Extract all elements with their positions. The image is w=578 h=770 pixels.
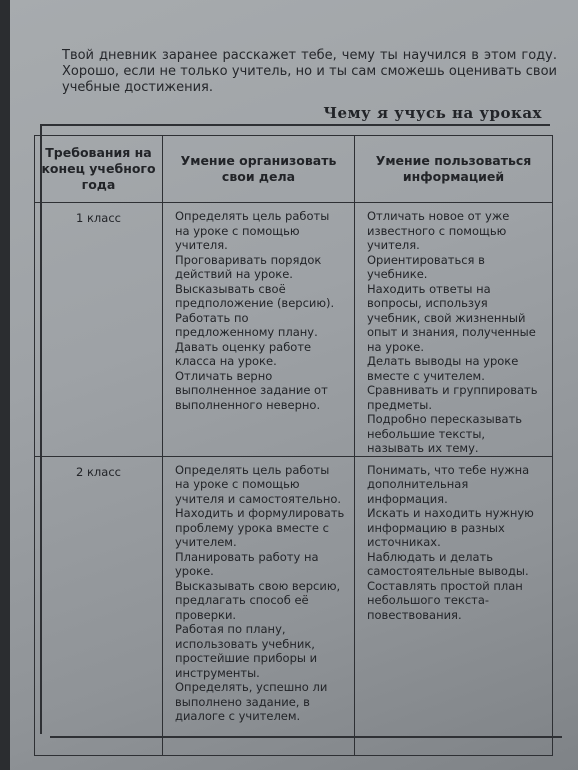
section-title: Чему я учусь на уроках bbox=[323, 104, 542, 122]
skills-table bbox=[34, 135, 553, 756]
frame-line bbox=[40, 124, 550, 126]
information-cell bbox=[355, 203, 553, 457]
list-item: Отличать новое от уже известного с помощью учителя. bbox=[367, 209, 510, 252]
list-item: Проговаривать порядок действий на уроке. bbox=[175, 252, 322, 281]
list-item: Сравнивать и группировать предметы. bbox=[367, 383, 538, 412]
list-item: Высказывать своё предположение (версию). bbox=[175, 281, 335, 310]
list-item: Делать выводы на уроке вместе с учителем. bbox=[367, 354, 519, 383]
organize-cell bbox=[163, 456, 355, 755]
list-item: Ориентироваться в учебнике. bbox=[367, 252, 485, 281]
grade-cell: 1 класс bbox=[35, 203, 163, 457]
table-row bbox=[35, 456, 553, 755]
list-item: Определять цель работы на уроке с помощью учителя. bbox=[175, 209, 330, 252]
list-item: Определять цель работы на уроке с помощью учителя и самостоятельно. bbox=[175, 462, 342, 506]
header-information: Умение пользоваться информацией bbox=[355, 136, 553, 203]
list-item: Понимать, что тебе нужна дополнительная информация. bbox=[367, 462, 530, 506]
list-item: Наблюдать и делать самостоятельные выводы. bbox=[367, 549, 529, 578]
list-item: Работая по плану, использовать учебник, простейшие приборы и инструменты. bbox=[175, 622, 318, 680]
header-requirements: Требования на конец учебного года bbox=[35, 136, 163, 203]
list-item: Определять, успешно ли выполнено задание, в диалоге с учителем. bbox=[175, 680, 328, 723]
list-item: Отличать верно выполненное задание от выполненного неверно. bbox=[175, 368, 328, 412]
list-item: Высказывать свою версию, предлагать способ её проверки. bbox=[175, 578, 341, 622]
list-item: Составлять простой план небольшого текста-повествования. bbox=[367, 578, 523, 622]
list-item: Давать оценку работе класса на уроке. bbox=[175, 339, 312, 368]
organize-cell bbox=[163, 203, 355, 457]
list-item: Искать и находить нужную информацию в разных источниках. bbox=[367, 506, 534, 549]
list-item: Подробно пересказывать небольшие тексты, называть их тему. bbox=[367, 412, 523, 455]
list-item: Работать по предложенному плану. bbox=[175, 310, 318, 339]
header-organize: Умение организовать свои дела bbox=[163, 136, 355, 203]
table-header-row bbox=[35, 136, 553, 203]
grade-cell: 2 класс bbox=[35, 456, 163, 755]
list-item: Находить и формулировать проблему урока вместе с учителем. bbox=[175, 506, 345, 549]
list-item: Планировать работу на уроке. bbox=[175, 549, 319, 578]
list-item: Находить ответы на вопросы, используя учебник, свой жизненный опыт и знания, полученные на уроке. bbox=[367, 281, 536, 354]
information-cell bbox=[355, 456, 553, 755]
intro-paragraph: Твой дневник заранее расскажет тебе, чему ты научился в этом году. Хорошо, если не только учитель, но и ты сам сможешь оценивать свои учебные достижения. bbox=[62, 48, 557, 95]
table-row bbox=[35, 203, 553, 457]
